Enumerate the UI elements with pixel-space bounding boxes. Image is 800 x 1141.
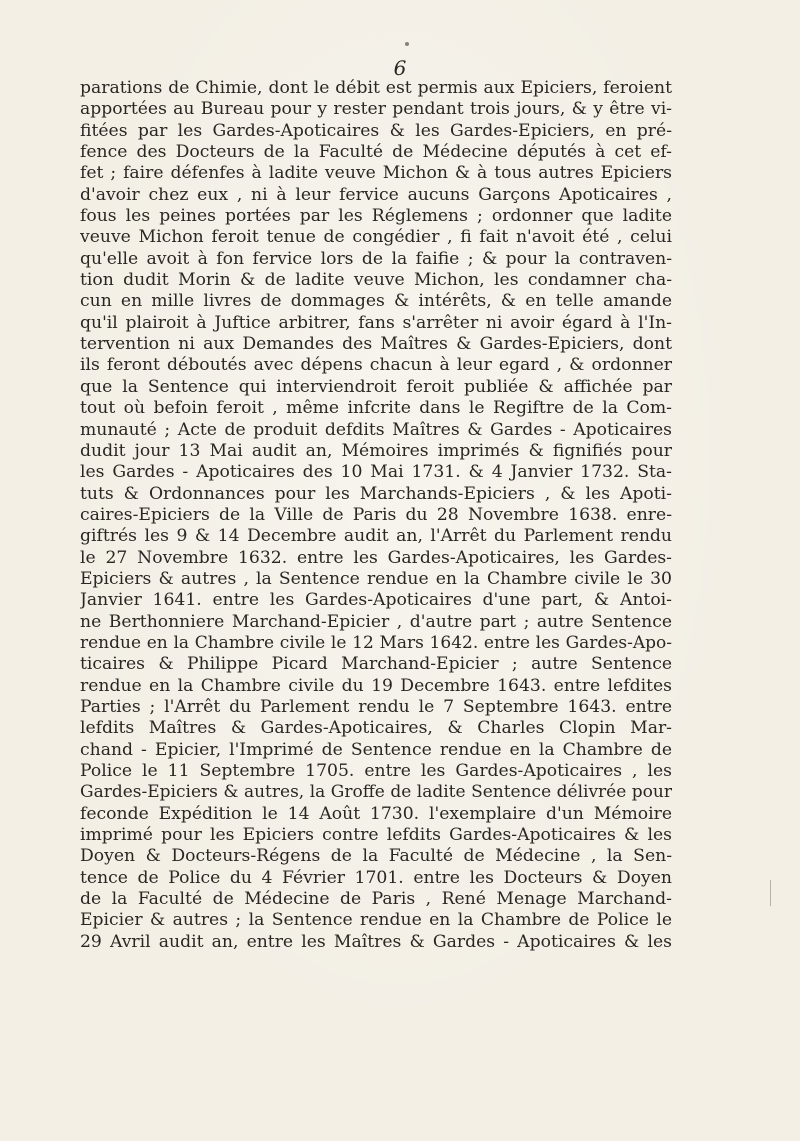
text-line: tuts & Ordonnances pour les Marchands-Epiciers , & les Apoti- bbox=[80, 483, 672, 504]
text-line: cun en mille livres de dommages & intérêts, & en telle amande bbox=[80, 291, 672, 312]
text-line: Parties ; l'Arrêt du Parlement rendu le 7 Septembre 1643. entre bbox=[80, 696, 672, 717]
text-line: ticaires & Philippe Picard Marchand-Epicier ; autre Sentence bbox=[80, 654, 672, 675]
text-line: munauté ; Acte de produit defdits Maîtres & Gardes - Apoticaires bbox=[80, 419, 672, 440]
text-line: le 27 Novembre 1632. entre les Gardes-Apoticaires, les Gardes- bbox=[80, 547, 672, 568]
text-line: Janvier 1641. entre les Gardes-Apoticaires d'une part, & Antoi- bbox=[80, 590, 672, 611]
text-line: Police le 11 Septembre 1705. entre les Gardes-Apoticaires , les bbox=[80, 761, 672, 781]
text-line: ne Berthonniere Marchand-Epicier , d'autre part ; autre Sentence bbox=[80, 611, 672, 632]
text-line: dudit jour 13 Mai audit an, Mémoires imprimés & fignifiés pour bbox=[80, 440, 672, 461]
text-line: caires-Epiciers de la Ville de Paris du 28 Novembre 1638. enre- bbox=[80, 504, 672, 525]
text-line: Doyen & Docteurs-Régens de la Faculté de Médecine , la Sen- bbox=[80, 846, 672, 867]
text-line: fence des Docteurs de la Faculté de Médecine députés à cet ef- bbox=[80, 142, 672, 163]
text-line: Epiciers & autres , la Sentence rendue en la Chambre civile le 30 bbox=[80, 568, 672, 589]
text-line: d'avoir chez eux , ni à leur fervice aucuns Garçons Apoticaires , bbox=[80, 184, 672, 205]
text-line: tion dudit Morin & de ladite veuve Michon, les condamner cha- bbox=[80, 270, 672, 291]
text-line: ils feront déboutés avec dépens chacun à leur egard , & ordonner bbox=[80, 355, 672, 376]
margin-mark bbox=[770, 880, 771, 906]
text-line: rendue en la Chambre civile du 19 Decembre 1643. entre lefdites bbox=[80, 675, 672, 696]
text-line: apportées au Bureau pour y rester pendant trois jours, & y être vi- bbox=[80, 99, 672, 120]
text-line: Epicier & autres ; la Sentence rendue en la Chambre de Police le bbox=[80, 910, 672, 931]
text-line: giftrés les 9 & 14 Decembre audit an, l'Arrêt du Parlement rendu bbox=[80, 526, 672, 547]
body-text bbox=[80, 78, 672, 953]
text-line: que la Sentence qui interviendroit feroit publiée & affichée par bbox=[80, 376, 672, 397]
text-line: de la Faculté de Médecine de Paris , René Menage Marchand- bbox=[80, 889, 672, 910]
text-line: tout où befoin feroit , même infcrite dans le Regiftre de la Com- bbox=[80, 398, 672, 419]
text-line: tence de Police du 4 Février 1701. entre les Docteurs & Doyen bbox=[80, 867, 672, 888]
text-line: feconde Expédition le 14 Août 1730. l'exemplaire d'un Mémoire bbox=[80, 803, 672, 824]
text-line: les Gardes - Apoticaires des 10 Mai 1731. & 4 Janvier 1732. Sta- bbox=[80, 462, 672, 483]
text-line: parations de Chimie, dont le débit est permis aux Epiciers, feroient bbox=[80, 78, 672, 98]
text-line: tervention ni aux Demandes des Maîtres & Gardes-Epiciers, dont bbox=[80, 334, 672, 355]
text-line: imprimé pour les Epiciers contre lefdits Gardes-Apoticaires & les bbox=[80, 825, 672, 846]
text-line: veuve Michon feroit tenue de congédier , fi fait n'avoit été , celui bbox=[80, 227, 672, 248]
text-line: lefdits Maîtres & Gardes-Apoticaires, & Charles Clopin Mar- bbox=[80, 718, 672, 739]
text-line: Gardes-Epiciers & autres, la Groffe de ladite Sentence délivrée pour bbox=[80, 782, 672, 803]
text-line: 29 Avril audit an, entre les Maîtres & Gardes - Apoticaires & les bbox=[80, 931, 672, 952]
ink-speck bbox=[405, 42, 409, 46]
page-number: 6 bbox=[393, 56, 407, 80]
text-line: chand - Epicier, l'Imprimé de Sentence rendue en la Chambre de bbox=[80, 739, 672, 760]
text-line: rendue en la Chambre civile le 12 Mars 1642. entre les Gardes-Apo- bbox=[80, 632, 672, 653]
text-line: qu'il plairoit à Juftice arbitrer, fans s'arrêter ni avoir égard à l'In- bbox=[80, 312, 672, 333]
text-line: fous les peines portées par les Réglemens ; ordonner que ladite bbox=[80, 206, 672, 227]
text-line: fitées par les Gardes-Apoticaires & les Gardes-Epiciers, en pré- bbox=[80, 120, 672, 141]
text-line: qu'elle avoit à fon fervice lors de la faifie ; & pour la contraven- bbox=[80, 248, 672, 269]
text-line: fet ; faire défenfes à ladite veuve Michon & à tous autres Epiciers bbox=[80, 163, 672, 184]
